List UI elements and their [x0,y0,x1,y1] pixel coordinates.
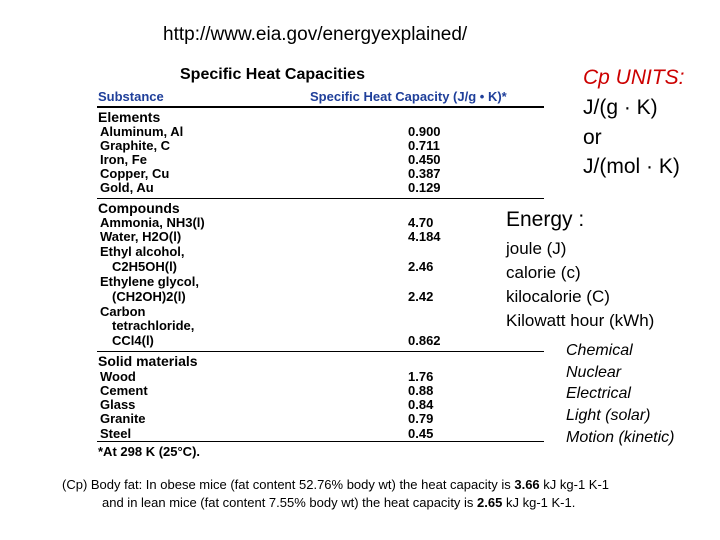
footer-text: kJ kg-1 K-1 [539,477,610,492]
footer-text: kJ kg-1 K-1. [502,495,576,510]
table-row: Graphite, C [100,138,171,153]
table-value: 0.900 [408,124,441,139]
footer-line-1 [62,477,609,492]
table-value: 0.711 [408,138,440,153]
table-value: 0.862 [408,333,441,348]
energy-unit: kilocalorie (C) [506,287,610,306]
table-value: 0.88 [408,383,434,398]
table-value: 2.42 [408,289,434,304]
table-row: Aluminum, Al [100,124,184,139]
table-row: Iron, Fe [100,152,147,167]
header-capacity: Specific Heat Capacity (J/g • K)* [310,89,507,104]
table-footnote: *At 298 K (25°C). [98,444,201,459]
table-row: Granite [100,411,146,426]
header-substance: Substance [98,89,164,104]
energy-form: Light (solar) [566,407,651,424]
footer-value: 2.65 [477,495,503,510]
footer-value: 3.66 [514,477,540,492]
table-row: tetrachloride, [112,318,195,333]
table-row: CCl4(l) [112,333,154,348]
table-value: 4.184 [408,229,441,244]
section-divider [97,198,544,199]
table-row: (CH2OH)2(l) [112,289,186,304]
table-value: 0.387 [408,166,441,181]
section-solid-materials: Solid materials [98,353,198,369]
cp-unit-line: J/(mol · K) [583,155,680,178]
table-title: Specific Heat Capacities [180,66,365,83]
table-value: 2.46 [408,259,434,274]
table-row: Wood [100,369,136,384]
table-value: 0.79 [408,411,434,426]
energy-form: Motion (kinetic) [566,429,675,446]
table-value: 4.70 [408,215,434,230]
table-row: Ethylene glycol, [100,274,199,289]
table-value: 0.45 [408,426,434,441]
table-row: Cement [100,383,148,398]
table-bottom-rule [97,441,544,442]
cp-unit-line: J/(g · K) [583,96,658,119]
table-row: Glass [100,397,136,412]
section-compounds: Compounds [98,200,180,216]
footer-text: and in lean mice (fat content 7.55% body wt) the heat capacity is [102,495,478,510]
energy-unit: joule (J) [506,239,567,258]
table-row: Carbon [100,304,146,319]
table-row: Ethyl alcohol, [100,244,185,259]
energy-unit: Kilowatt hour (kWh) [506,311,655,330]
footer-line-2 [102,495,575,510]
energy-form: Chemical [566,342,633,359]
table-row: Ammonia, NH3(l) [100,215,205,230]
footer-text: (Cp) Body fat: In obese mice (fat content 52.76% body wt) the heat capacity is [62,477,515,492]
section-elements: Elements [98,109,161,125]
table-value: 0.84 [408,397,434,412]
table-row: Water, H2O(l) [100,229,182,244]
table-row: Steel [100,426,132,441]
table-row: Copper, Cu [100,166,170,181]
table-value: 1.76 [408,369,434,384]
table-row: C2H5OH(l) [112,259,178,274]
energy-unit: calorie (c) [506,263,581,282]
header-rule [97,106,544,108]
table-row: Gold, Au [100,180,154,195]
energy-title: Energy : [506,208,585,231]
section-divider [97,351,544,352]
source-url[interactable]: http://www.eia.gov/energyexplained/ [163,24,468,45]
cp-unit-line: or [583,126,602,149]
cp-units-title: Cp UNITS: [583,66,685,89]
table-value: 0.450 [408,152,441,167]
table-value: 0.129 [408,180,441,195]
energy-form: Electrical [566,385,631,402]
energy-form: Nuclear [566,364,622,381]
